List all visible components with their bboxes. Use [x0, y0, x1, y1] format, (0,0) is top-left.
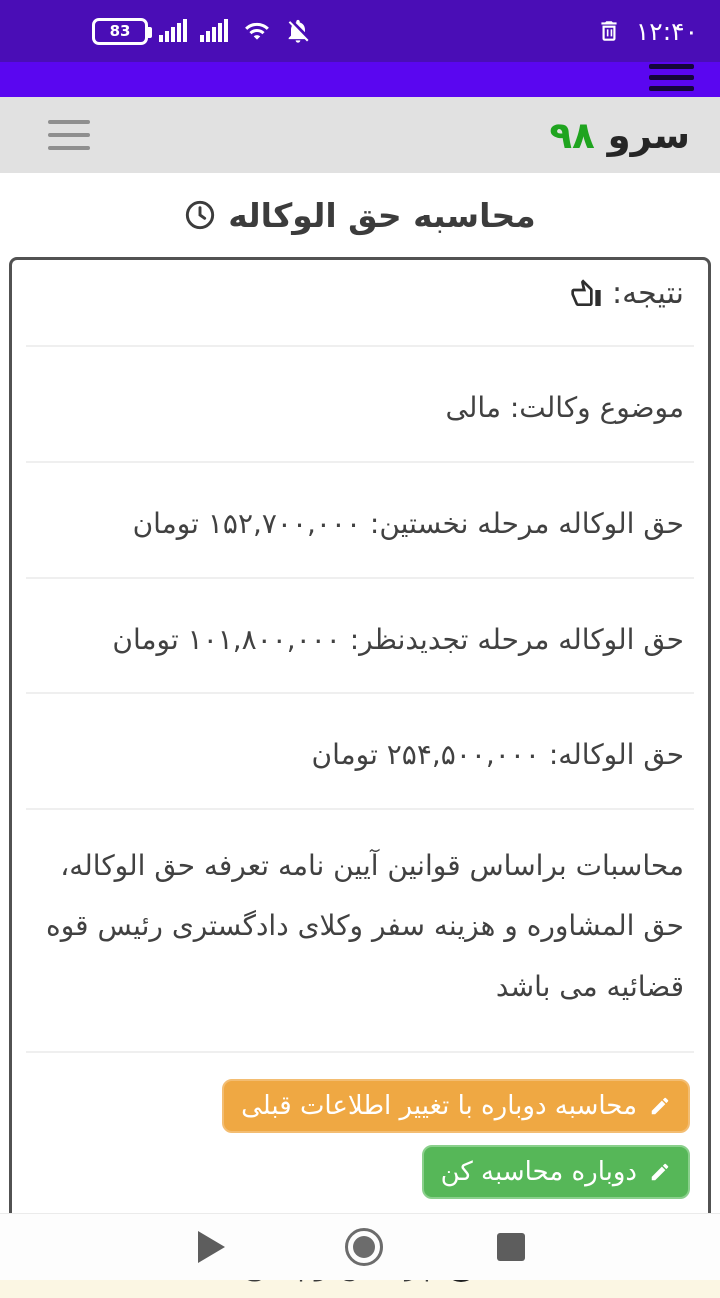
status-icons-right — [596, 17, 698, 46]
clock-icon — [184, 199, 216, 231]
signal-icon — [200, 18, 230, 44]
pencil-icon — [649, 1161, 671, 1183]
result-row-first-stage-fee: حق الوکاله مرحله نخستین: ۱۵۲,۷۰۰,۰۰۰ تومان — [132, 506, 684, 540]
divider — [26, 808, 694, 810]
android-nav-bar — [0, 1214, 720, 1280]
status-bar — [0, 0, 720, 62]
divider — [26, 577, 694, 579]
home-button-icon[interactable] — [345, 1228, 383, 1266]
battery-icon — [92, 18, 148, 45]
recalculate-edit-button[interactable] — [222, 1079, 690, 1133]
logo[interactable] — [550, 114, 690, 157]
result-heading: نتیجه: — [611, 276, 684, 311]
divider — [26, 345, 694, 347]
logo-number: ۹۸ — [549, 113, 595, 157]
button-area — [12, 1053, 708, 1225]
recalculate-edit-button-label: محاسبه دوباره با تغییر اطلاعات قبلی — [241, 1090, 637, 1121]
trash-icon — [596, 17, 622, 45]
app-bar — [0, 62, 720, 97]
logo-name: سرو — [607, 113, 690, 157]
calculation-note: محاسبات براساس قوانین آیین نامه تعرفه حق الوکاله، حق المشاوره و هزینه سفر وکلای دادگستری رئیس قوه قضائیه می باشد — [46, 849, 684, 1003]
signal-icon — [159, 18, 189, 44]
result-row-subject: موضوع وکالت: مالی — [445, 391, 684, 424]
result-row-appeal-stage-fee: حق الوکاله مرحله تجدیدنظر: ۱۰۱,۸۰۰,۰۰۰ تومان — [112, 622, 684, 656]
thumbs-up-icon — [570, 278, 602, 310]
divider — [26, 692, 694, 694]
result-card — [9, 257, 711, 1228]
page-title: محاسبه حق الوکاله — [228, 195, 536, 235]
back-button-icon[interactable] — [198, 1231, 225, 1263]
status-icons-left — [92, 17, 312, 45]
menu-icon[interactable] — [48, 120, 90, 150]
result-row-total-fee: حق الوکاله: ۲۵۴,۵۰۰,۰۰۰ تومان — [311, 738, 684, 772]
divider — [26, 461, 694, 463]
battery-percent: 83 — [109, 22, 131, 40]
page-title-row — [0, 173, 720, 257]
wifi-icon — [241, 18, 273, 44]
recalculate-button-label: دوباره محاسبه کن — [440, 1156, 637, 1187]
clock-time: ۱۲:۴۰ — [635, 16, 698, 46]
site-header — [0, 97, 720, 173]
recents-button-icon[interactable] — [497, 1233, 525, 1261]
bell-off-icon — [284, 17, 312, 45]
menu-icon[interactable] — [649, 64, 694, 91]
pencil-icon — [649, 1095, 671, 1117]
recalculate-button[interactable] — [422, 1145, 690, 1199]
result-heading-row — [12, 276, 708, 311]
